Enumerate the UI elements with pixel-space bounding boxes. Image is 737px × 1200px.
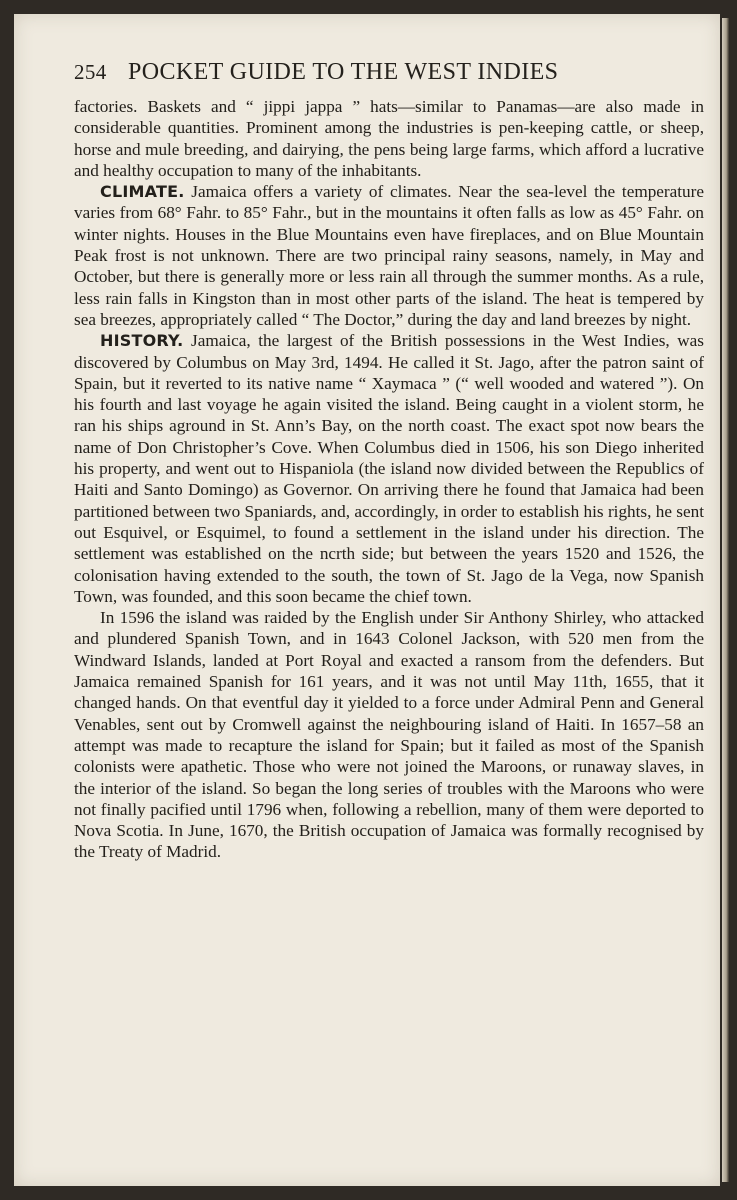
climate-heading: CLIMATE. xyxy=(100,182,185,202)
history-heading: HISTORY. xyxy=(100,331,184,351)
running-head xyxy=(74,60,704,84)
body-text xyxy=(74,96,704,863)
climate-text: Jamaica offers a variety of climates. Near the sea-level the temperature varies from 68° Fahr. to 85° Fahr., but in the mountains it often falls as low as 45° Fahr. on winter nights. Houses in the Blue Mountains even have fireplaces, and on Blue Mountain Peak frost is not unknown. There are two principal rainy seasons, namely, in May and October, but there is generally more or less rain all through the summer months. As a rule, less rain falls in Kingston than in most other parts of the island. The heat is tempered by sea breezes, appropriately called “ The Doctor,” during the day and land breezes by night. xyxy=(74,182,704,329)
book-page xyxy=(14,14,720,1186)
paragraph-history xyxy=(74,330,704,607)
page-number: 254 xyxy=(74,60,107,84)
running-title: POCKET GUIDE TO THE WEST INDIES xyxy=(128,59,559,85)
history-text: Jamaica, the largest of the British possessions in the West Indies, was discovered by Columbus on May 3rd, 1494. He called it St. Jago, after the patron saint of Spain, but it reverted to its native name “ Xaymaca ” (“ well wooded and watered ”). On his fourth and last voyage he again visited the island. Being caught in a violent storm, he ran his ships aground in St. Ann’s Bay, on the north coast. The exact spot now bears the name of Don Christopher’s Cove. When Columbus died in 1506, his son Diego inherited his property, and went out to Hispaniola (the island now divided between the Republics of Haiti and Santo Domingo) as Governor. On arriving there he found that Jamaica had been partitioned between two Spaniards, and, accordingly, in order to establish his rights, he sent out Esquivel, or Esquimel, to found a settlement in the island under his direction. The settlement was established on the ncrth side; but between the years 1520 and 1526, the colonisation having extended to the south, the town of St. Jago de la Vega, now Spanish Town, was founded, and this soon became the chief town. xyxy=(74,331,704,606)
history-continued-text: In 1596 the island was raided by the English under Sir Anthony Shirley, who attacked and plundered Spanish Town, and in 1643 Colonel Jackson, with 520 men from the Windward Islands, landed at Port Royal and exacted a ransom from the defenders. But Jamaica remained Spanish for 161 years, and it was not until May 11th, 1655, that it changed hands. On that eventful day it yielded to a force under Admiral Penn and General Venables, sent out by Cromwell against the neighbouring island of Haiti. In 1657–58 an attempt was made to recapture the island for Spain; but it failed as most of the Spanish colonists were apathetic. Those who were not joined the Maroons, or runaway slaves, in the interior of the island. So began the long series of troubles with the Maroons who were not finally pacified until 1796 when, following a rebellion, many of them were deported to Nova Scotia. In June, 1670, the British occupation of Jamaica was formally recognised by the Treaty of Madrid. xyxy=(74,608,704,862)
page-edge-shadow xyxy=(722,18,729,1182)
paragraph-industries-text: factories. Baskets and “ jippi jappa ” hats—similar to Panamas—are also made in considerable quantities. Prominent among the industries is pen-keeping cattle, or sheep, horse and mule breeding, and dairying, the pens being large farms, which afford a lucrative and healthy occupation to many of the inhabitants. xyxy=(74,97,704,180)
paragraph-industries xyxy=(74,96,704,181)
paragraph-climate xyxy=(74,181,704,330)
page-content xyxy=(74,60,704,863)
paragraph-history-continued xyxy=(74,607,704,863)
